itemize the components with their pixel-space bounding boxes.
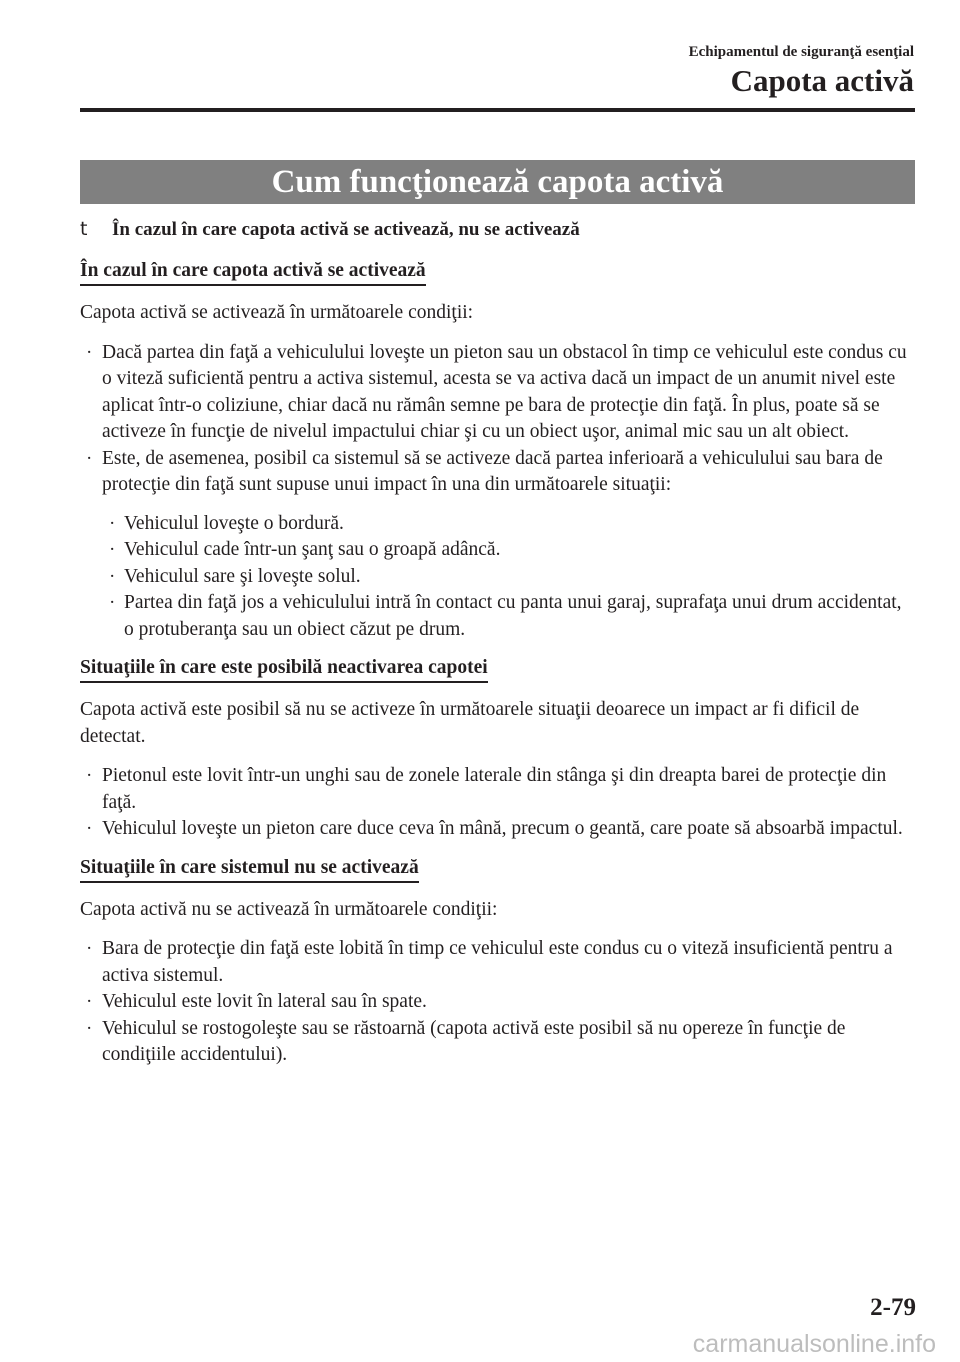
list-item [80,816,916,843]
list-item [106,564,916,591]
bullet-icon: · [86,1017,93,1039]
list-item-text: Este, de asemenea, posibil ca sistemul să se activeze dacă partea inferioară a vehiculului sau bara de protecţie din faţă sunt supuse unui impact în una din următoarele situaţii: [102,447,883,495]
section-intro: Capota activă nu se activează în următoarele condiţii: [80,898,498,920]
bullet-icon: · [109,539,116,560]
section-intro: Capota activă este posibil să nu se activeze în următoarele situaţii deoarece un impact ar fi dificil de detectat. [80,699,860,747]
section-title: Capota activă [730,63,914,98]
bullet-icon: · [86,341,93,363]
bullet-icon: · [86,938,93,959]
bullet-list [80,936,916,1069]
list-item-text: Vehiculul sare şi loveşte solul. [124,565,361,587]
list-item-text: Pietonul este lovit într-un unghi sau de zonele laterale din stânga şi din dreapta barei de protecţie din faţă. [102,765,887,813]
list-item [106,590,916,643]
sub-bullet-list [106,511,916,644]
bullet-icon: · [109,512,116,534]
watermark: carmanualsonline.info [692,1330,936,1358]
list-item [80,763,916,816]
page-number: 2-79 [870,1294,916,1321]
list-item-text: Vehiculul loveşte un pieton care duce ceva în mână, precum o geantă, care poate să absoarbă impactul. [102,818,903,839]
list-item [106,511,916,538]
list-item [80,446,916,499]
list-item-text: Dacă partea din faţă a vehiculului loveşte un pieton sau un obstacol în timp ce vehiculul este condus cu o viteză suficientă pentru a activa sistemul, acesta se va activa dacă un impact de un anumit nivel este aplicat într-o coliziune, chiar dacă nu rămân semne pe bara de protecţie din faţă. În plus, poate să se activeze în funcţie de nivelul impactului chiar şi cu un obiect uşor, animal mic sau un alt obiect. [102,341,907,442]
bullet-list [80,340,916,499]
bullet-icon: · [86,765,93,786]
topic-marker-icon: t [80,218,88,240]
list-item-text: Partea din faţă jos a vehiculului intră în contact cu panta unui garaj, suprafaţa unui drum accidentat, o protuberanţa sau un obiect căzut pe drum. [124,592,902,640]
list-item-text: Bara de protecţie din faţă este lobită în timp ce vehiculul este condus cu o viteză insuficientă pentru a activa sistemul. [102,938,893,986]
bullet-icon: · [86,818,93,839]
bullet-list [80,763,916,843]
list-item-text: Vehiculul cade într-un şanţ sau o groapă adâncă. [124,539,501,560]
page-content [80,258,916,1081]
section-intro: Capota activă se activează în următoarele condiţii: [80,302,474,323]
bullet-icon: · [109,592,116,613]
bullet-icon: · [109,565,116,587]
section-heading: În cazul în care capota activă se activează [80,259,426,286]
topic-heading [80,218,580,241]
list-item [80,340,916,446]
list-item [80,936,916,989]
header-divider [80,108,915,112]
list-item-text: Vehiculul loveşte o bordură. [124,512,344,534]
section-heading: Situaţiile în care sistemul nu se activează [80,856,419,883]
list-item-text: Vehiculul este lovit în lateral sau în spate. [102,991,427,1012]
list-item-text: Vehiculul se rostogoleşte sau se răstoarnă (capota activă este posibil să nu opereze în funcţie de condiţiile accidentului). [102,1017,846,1065]
topic-title: În cazul în care capota activă se activează, nu se activează [112,219,580,240]
section-heading: Situaţiile în care este posibilă neactivarea capotei [80,656,488,683]
list-item [106,537,916,564]
topic-banner: Cum funcţionează capota activă [80,160,915,204]
chapter-title: Echipamentul de siguranţă esenţial [688,44,914,60]
bullet-icon: · [86,447,93,469]
list-item [80,989,916,1016]
bullet-icon: · [86,991,93,1012]
list-item [80,1016,916,1069]
